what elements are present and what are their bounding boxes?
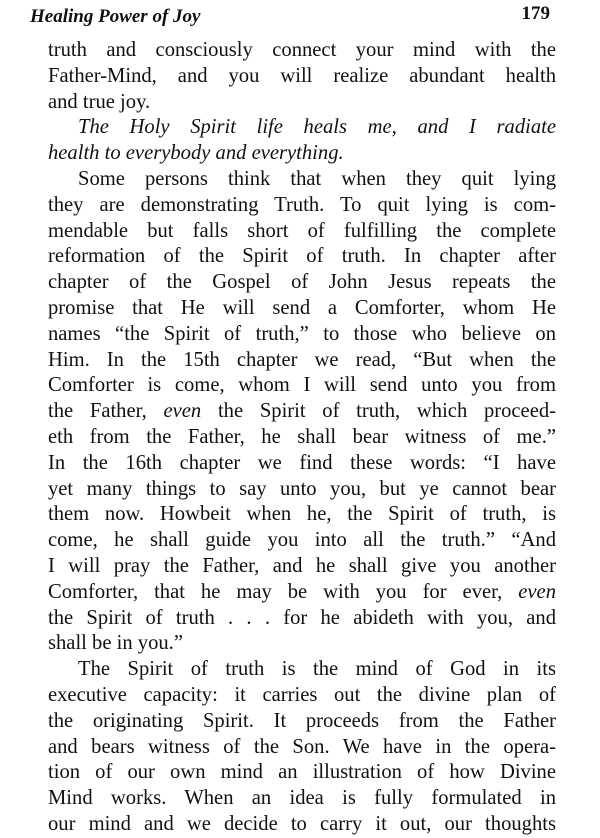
text-line: names “the Spirit of truth,” to those who believe on [48,322,556,345]
text-line: come, he shall guide you into all the truth.” “And [48,529,556,552]
text-line: The Spirit of truth is the mind of God in its [78,658,556,681]
text-line: eth from the Father, he shall bear witness of me.” [48,425,556,448]
text-line: our mind and we decide to carry it out, our thoughts [48,812,556,835]
text-line: mendable but falls short of fulfilling the complete [48,219,556,242]
affirmation-line: The Holy Spirit life heals me, and I radiate [78,116,556,139]
text-segment: the Father, [48,400,164,423]
text-line: the originating Spirit. It proceeds from the Father [48,709,556,732]
text-line: Father-Mind, and you will realize abundant health [48,64,556,87]
paragraph-continuation [48,38,556,115]
paragraph-spirit-of-truth [48,167,556,657]
text-line: them now. Howbeit when he, the Spirit of truth, is [48,503,556,526]
text-line: Him. In the 15th chapter we read, “But when the [48,348,556,371]
running-head [30,0,556,38]
text-line: Mind works. When an idea is fully formulated in [48,787,556,810]
text-line: tion of our own mind an illustration of how Divine [48,761,556,784]
text-line: promise that He will send a Comforter, whom He [48,296,556,319]
text-line: In the 16th chapter we find these words: “I have [48,451,556,474]
emphasis-word: even [518,580,556,603]
text-line: Comforter is come, whom I will send unto you from [48,374,556,397]
text-line: the Spirit of truth . . . for he abideth with you, and [48,606,556,629]
text-line: reformation of the Spirit of truth. In chapter after [48,245,556,268]
text-line: truth and consciously connect your mind with the [48,39,556,61]
text-line [48,580,556,606]
text-line: chapter of the Gospel of John Jesus repeats the [48,271,556,294]
text-line [48,399,556,425]
book-page [30,0,556,838]
text-line: I will pray the Father, and he shall give you another [48,554,556,577]
text-line: and true joy. [48,90,151,113]
page-number: 179 [521,3,550,24]
running-title: Healing Power of Joy [30,6,201,27]
text-segment: Comforter, that he may be with you for ever, [48,580,519,603]
text-line: executive capacity: it carries out the divine plan of [48,683,556,706]
text-line: Some persons think that when they quit lying [78,167,556,190]
paragraph-divine-mind [48,657,556,838]
text-line: yet many things to say unto you, but ye cannot bear [48,477,556,500]
emphasis-word: even [163,400,202,423]
text-segment: the Spirit of truth, which proceed- [201,400,556,423]
affirmation [48,115,556,167]
text-line: shall be in you.” [48,632,183,655]
affirmation-line: health to everybody and everything. [48,142,344,165]
text-line: they are demonstrating Truth. To quit lying is com- [48,193,556,216]
text-line: and bears witness of the Son. We have in the opera- [48,735,556,758]
